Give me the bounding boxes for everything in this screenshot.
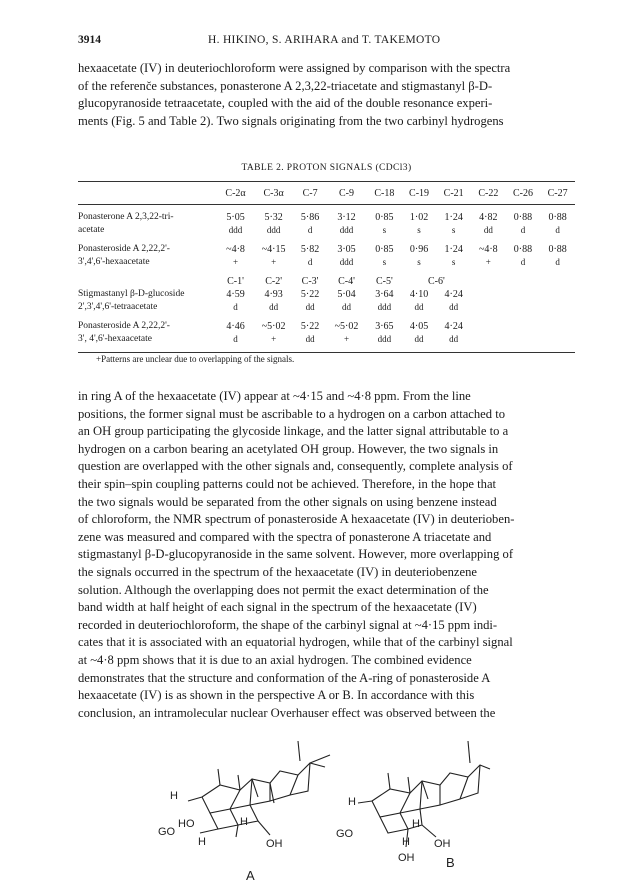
table-row	[78, 301, 575, 314]
column-header: C-3α	[253, 182, 294, 205]
shift-cell: 5·32	[264, 212, 283, 223]
pattern-cell: dd	[449, 302, 459, 312]
shift-cell: 4·93	[264, 289, 283, 300]
pattern-cell: s	[417, 257, 421, 267]
column-header: C-19	[402, 182, 437, 205]
pattern-cell: s	[382, 257, 387, 267]
label-ho-a: HO	[178, 818, 195, 830]
shift-cell: 5·86	[300, 212, 320, 223]
column-header: C-2'	[265, 276, 283, 287]
table-header-row	[78, 182, 575, 205]
table-row	[78, 288, 575, 301]
pattern-cell: d	[307, 225, 313, 235]
shift-cell: 0·96	[409, 244, 429, 255]
pattern-cell: dd	[305, 302, 315, 312]
table-row	[78, 243, 575, 256]
text-line: recorded in deuteriochloroform, the shape of the carbinyl signal at ~4·15 ppm indi-	[78, 617, 498, 632]
text-line: hexaacetate (IV) in deuteriochloroform were assigned by comparison with the spectra	[78, 61, 511, 75]
shift-cell: 0·88	[513, 212, 533, 223]
column-header: C-26	[506, 182, 541, 205]
label-oh-right-b: OH	[434, 838, 451, 850]
structure-b-label: B	[446, 855, 455, 870]
shift-cell: 3·65	[375, 321, 394, 332]
pattern-cell: ddd	[339, 257, 354, 267]
text-line: cates that it is associated with an equatorial hydrogen, while that of the carbinyl signal	[78, 635, 513, 650]
paragraph-discussion	[78, 388, 575, 722]
shift-cell: 0·88	[513, 244, 533, 255]
label-oh-bottom-b: OH	[398, 852, 415, 864]
pattern-cell: ddd	[377, 334, 392, 344]
shift-cell: ~5·02	[334, 321, 359, 332]
chemical-structures	[140, 735, 500, 885]
shift-cell: 5·82	[300, 244, 320, 255]
shift-cell: 0·88	[548, 212, 567, 223]
shift-cell: 5·22	[300, 289, 320, 300]
column-header: C-22	[471, 182, 506, 205]
pattern-cell: +	[232, 257, 239, 267]
shift-cell: 0·85	[375, 212, 394, 223]
shift-cell: 4·05	[409, 321, 429, 332]
pattern-cell: dd	[414, 334, 424, 344]
compound-name: 2',3',4',6'-tetraacetate	[78, 302, 158, 312]
text-line: demonstrates that the structure and conformation of the A-ring of ponasteroside A	[78, 670, 491, 685]
column-header: C-3'	[301, 276, 319, 287]
structure-a-skeleton	[188, 741, 330, 837]
label-h-mid-a: H	[240, 816, 248, 828]
shift-cell: 3·64	[375, 289, 394, 300]
label-h-low-b: H	[402, 836, 410, 848]
table-row	[78, 333, 575, 346]
text-line: conclusion, an intramolecular nuclear Overhauser effect was observed between the	[78, 705, 496, 720]
structure-b-skeleton	[358, 741, 490, 847]
label-go-a: GO	[158, 826, 176, 838]
compound-name: Ponasteroside A 2,22,2'-	[78, 244, 170, 254]
shift-cell: 4·24	[444, 321, 463, 332]
shift-cell: 4·24	[444, 289, 463, 300]
compound-name: 3',4',6'-hexaacetate	[78, 257, 150, 267]
shift-cell: 4·10	[409, 289, 429, 300]
structure-a-label: A	[246, 868, 255, 883]
compound-name: Ponasterone A 2,3,22-tri-	[78, 212, 174, 222]
table-row	[78, 211, 575, 224]
shift-cell: 5·05	[226, 212, 245, 223]
text-line: ments (Fig. 5 and Table 2). Two signals originating from the two carbinyl hydrogens	[78, 113, 504, 128]
pattern-cell: d	[520, 225, 526, 235]
pattern-cell: dd	[449, 334, 459, 344]
shift-cell: 3·12	[337, 212, 356, 223]
shift-cell: 5·04	[337, 289, 356, 300]
table-caption: TABLE 2. PROTON SIGNALS (CDCl3)	[241, 163, 412, 173]
pattern-cell: dd	[414, 302, 424, 312]
column-header: C-27	[540, 182, 575, 205]
authors-header: H. HIKINO, S. ARIHARA and T. TAKEMOTO	[208, 34, 441, 46]
page-number: 3914	[78, 34, 101, 46]
table-row	[78, 224, 575, 237]
text-line: of chloroform, the NMR spectrum of ponasteroside A hexaacetate (IV) in deuterioben-	[78, 512, 515, 527]
pattern-cell: d	[520, 257, 526, 267]
label-h-left-a: H	[170, 790, 178, 802]
pattern-cell: +	[343, 334, 350, 344]
text-line: their spin–spin coupling patterns could not be achieved. Therefore, in the hope that	[78, 476, 497, 491]
text-line: solution. Although the overlapping does not permit the exact determination of the	[78, 582, 489, 597]
text-line: at ~4·8 ppm shows that it is due to an axial hydrogen. The combined evidence	[78, 652, 472, 667]
pattern-cell: d	[233, 334, 238, 344]
table-footnote: +Patterns are unclear due to overlapping of the signals.	[96, 354, 295, 364]
column-header: C-18	[367, 182, 402, 205]
shift-cell: 5·22	[300, 321, 320, 332]
pattern-cell: +	[271, 257, 277, 267]
pattern-cell: ddd	[228, 225, 243, 235]
shift-cell: 0·85	[375, 244, 394, 255]
pattern-cell: dd	[483, 225, 493, 235]
label-h-mid-b: H	[412, 818, 420, 830]
pattern-cell: s	[382, 225, 387, 235]
compound-name: Stigmastanyl β-D-glucoside	[78, 289, 185, 299]
column-header: C-9	[326, 182, 367, 205]
label-h-low-a: H	[198, 836, 206, 848]
pattern-cell: +	[485, 257, 491, 267]
shift-cell: 1·02	[409, 212, 429, 223]
text-line: of the referenče substances, ponasterone A 2,3,22-triacetate and stigmastanyl β-D-	[78, 78, 493, 93]
pattern-cell: s	[451, 225, 456, 235]
column-header: C-2α	[218, 182, 253, 205]
text-line: glucopyranoside tetraacetate, coupled with the aid of the double resonance experi-	[78, 96, 493, 111]
compound-name: Ponasteroside A 2,22,2'-	[78, 321, 170, 331]
text-line: the signals occurred in the spectrum of the hexaacetate (IV) in deuteriobenzene	[78, 564, 477, 579]
text-line: zene was measured and compared with the spectra of ponasterone A triacetate and	[78, 529, 492, 544]
shift-cell: 1·24	[444, 244, 463, 255]
pattern-cell: dd	[342, 302, 352, 312]
shift-cell: 0·88	[548, 244, 567, 255]
running-header	[78, 34, 564, 50]
label-go-b: GO	[336, 828, 354, 840]
text-line: in ring A of the hexaacetate (IV) appear at ~4·15 and ~4·8 ppm. From the line	[78, 389, 471, 403]
shift-cell: ~4·8	[226, 244, 245, 255]
text-line: the two signals would be separated from the other signals on using benzene instead	[78, 494, 497, 509]
text-line: hydrogen on a carbon bearing an acetylated OH group. However, the two signals in	[78, 441, 499, 456]
text-line: an OH group participating the glycoside linkage, and the latter signal attributable to a	[78, 424, 509, 439]
pattern-cell: ddd	[339, 225, 354, 235]
compound-name: acetate	[78, 225, 105, 235]
shift-cell: 4·59	[226, 289, 245, 300]
compound-name: 3', 4',6'-hexaacetate	[78, 334, 152, 344]
column-header: C-7	[294, 182, 326, 205]
pattern-cell: d	[307, 257, 313, 267]
paragraph-intro	[78, 60, 575, 130]
pattern-cell: ddd	[266, 225, 281, 235]
table-subheader-row	[78, 275, 575, 288]
structure-figure	[140, 735, 500, 885]
proton-signals-table	[78, 181, 575, 353]
pattern-cell: d	[233, 302, 238, 312]
label-oh-a: OH	[266, 838, 283, 850]
pattern-cell: ddd	[377, 302, 392, 312]
column-header: C-6'	[427, 276, 445, 287]
text-line: question are overlapped with the other signals and, consequently, complete analysis of	[78, 459, 513, 474]
text-line: positions, the former signal must be ascribable to a hydrogen on a carbon attached to	[78, 406, 506, 421]
shift-cell: 4·82	[479, 212, 498, 223]
shift-cell: 3·05	[337, 244, 356, 255]
shift-cell: 4·46	[226, 321, 245, 332]
pattern-cell: dd	[269, 302, 279, 312]
pattern-cell: d	[555, 257, 560, 267]
text-line: hexaacetate (IV) is as shown in the perspective A or B. In accordance with this	[78, 688, 475, 703]
text-line: band width at half height of each signal in the spectrum of the hexaacetate (IV)	[78, 600, 477, 615]
shift-cell: ~5·02	[261, 321, 286, 332]
table-row	[78, 320, 575, 333]
column-header: C-1'	[227, 276, 244, 287]
pattern-cell: s	[451, 257, 456, 267]
pattern-cell: d	[555, 225, 560, 235]
column-header: C-4'	[338, 276, 355, 287]
label-h-left-b: H	[348, 796, 356, 808]
shift-cell: ~4·8	[478, 244, 498, 255]
pattern-cell: +	[271, 334, 277, 344]
shift-cell: 1·24	[444, 212, 463, 223]
table-row	[78, 256, 575, 269]
column-header: C-5'	[375, 276, 393, 287]
shift-cell: ~4·15	[261, 244, 286, 255]
pattern-cell: dd	[305, 334, 315, 344]
pattern-cell: s	[417, 225, 421, 235]
text-line: stigmastanyl β-D-glucopyranoside in the same solvent. However, more overlapping of	[78, 547, 514, 562]
column-header: C-21	[436, 182, 471, 205]
